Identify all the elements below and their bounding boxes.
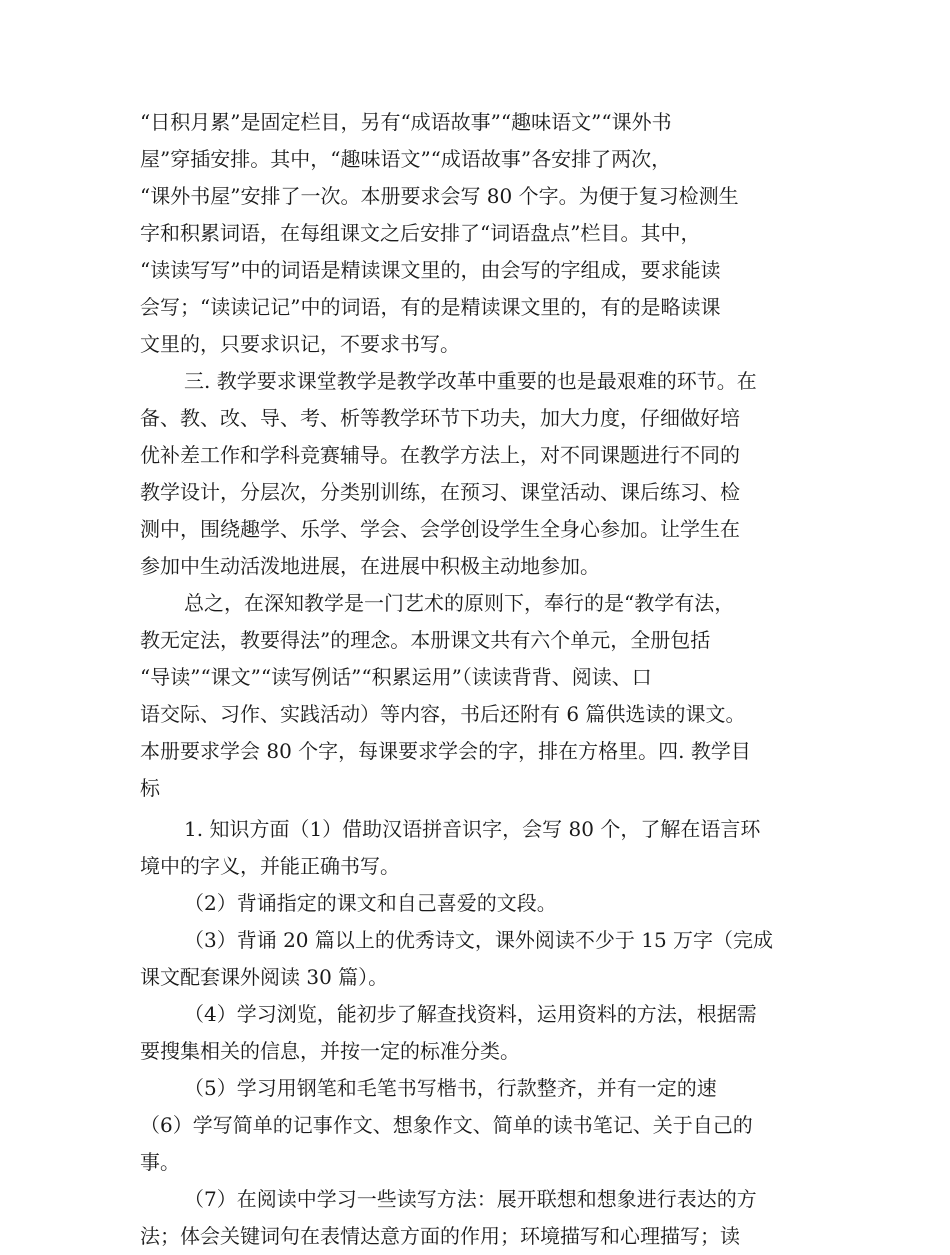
text-line: 本册要求学会 80 个字，每课要求学会的字，排在方格里。四. 教学目 (140, 739, 751, 763)
text-line: 教学设计，分层次，分类别训练，在预习、课堂活动、课后练习、检 (140, 480, 740, 504)
knowledge-item-4: （4）学习浏览，能初步了解查找资料，运用资料的方法，根据需 (184, 1002, 757, 1026)
knowledge-item-5: （5）学习用钢笔和毛笔书写楷书，行款整齐，并有一定的速 (184, 1076, 717, 1100)
text-line: 测中，围绕趣学、乐学、学会、会学创设学生全身心参加。让学生在 (140, 517, 740, 541)
text-line: 事。 (140, 1150, 180, 1174)
text-line: 境中的字义，并能正确书写。 (140, 854, 400, 878)
knowledge-item-2: （2）背诵指定的课文和自己喜爱的文段。 (184, 891, 557, 915)
text-line: 语交际、习作、实践活动）等内容，书后还附有 6 篇供选读的课文。 (140, 702, 746, 726)
knowledge-item-1: 1. 知识方面（1）借助汉语拼音识字，会写 80 个，了解在语言环 (184, 817, 761, 841)
text-line: 字和积累词语，在每组课文之后安排了“词语盘点”栏目。其中， (140, 221, 701, 245)
text-line: 优补差工作和学科竞赛辅导。在教学方法上，对不同课题进行不同的 (140, 443, 740, 467)
text-line: 课文配套课外阅读 30 篇）。 (140, 965, 389, 989)
text-line: 会写；“读读记记”中的词语，有的是精读课文里的，有的是略读课 (140, 295, 721, 319)
text-line: “日积月累”是固定栏目，另有“成语故事”“趣味语文”“课外书 (140, 110, 672, 134)
text-line: “课外书屋”安排了一次。本册要求会写 80 个字。为便于复习检测生 (140, 184, 739, 208)
knowledge-item-7: （7）在阅读中学习一些读写方法：展开联想和想象进行表达的方 (184, 1187, 757, 1211)
summary-first-line: 总之，在深知教学是一门艺术的原则下，奉行的是“教学有法， (184, 591, 735, 615)
text-line: 文里的，只要求识记，不要求书写。 (140, 332, 460, 356)
section-three-first-line: 三. 教学要求课堂教学是教学改革中重要的也是最艰难的环节。在 (184, 369, 757, 393)
text-line: “导读”“课文”“读写例话”“积累运用”（读读背背、阅读、口 (140, 665, 652, 689)
text-line: 屋”穿插安排。其中，“趣味语文”“成语故事”各安排了两次， (140, 147, 672, 171)
text-line: “读读写写”中的词语是精读课文里的，由会写的字组成，要求能读 (140, 258, 721, 282)
text-line: 要搜集相关的信息，并按一定的标准分类。 (140, 1039, 520, 1063)
text-line: 教无定法，教要得法”的理念。本册课文共有六个单元，全册包括 (140, 628, 711, 652)
knowledge-item-3: （3）背诵 20 篇以上的优秀诗文，课外阅读不少于 15 万字（完成 (184, 928, 774, 952)
text-line: 标 (140, 776, 160, 800)
knowledge-item-6: （6）学写简单的记事作文、想象作文、简单的读书笔记、关于自己的 (140, 1113, 753, 1137)
text-line: 备、教、改、导、考、析等教学环节下功夫，加大力度，仔细做好培 (140, 406, 740, 430)
text-line: 参加中生动活泼地进展，在进展中积极主动地参加。 (140, 554, 600, 578)
document-body (140, 104, 810, 1255)
text-line: 法；体会关键词句在表情达意方面的作用；环境描写和心理描写；读 (140, 1224, 740, 1248)
